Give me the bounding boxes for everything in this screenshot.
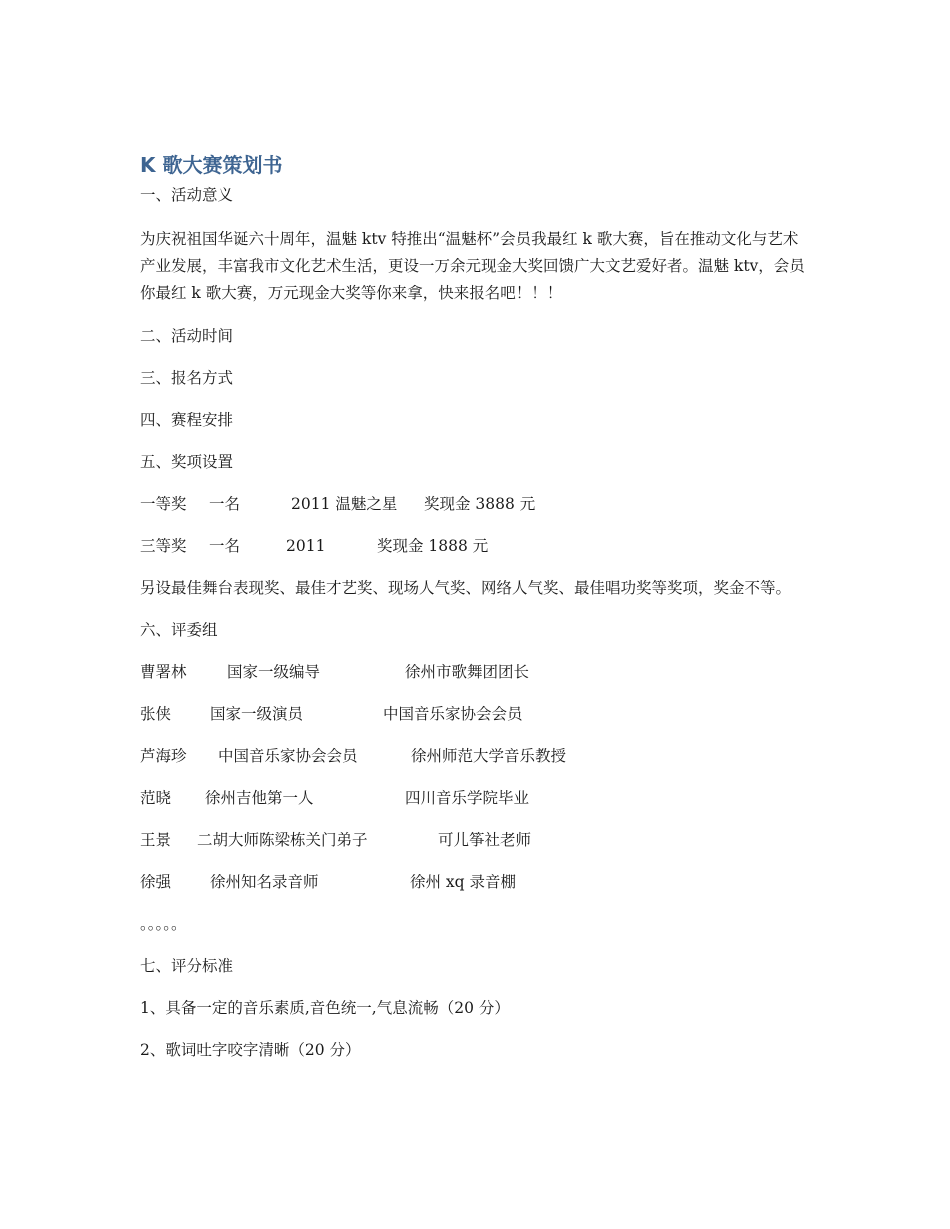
section-heading-4: 四、赛程安排: [140, 411, 234, 429]
judge-org: 四川音乐学院毕业: [405, 789, 530, 807]
judge-name: 徐强: [140, 873, 172, 891]
criteria-item: 2、歌词吐字咬字清晰（20 分）: [140, 1041, 361, 1059]
judge-row: [140, 701, 810, 728]
judge-row: [140, 659, 810, 686]
judge-org: 徐州市歌舞团团长: [405, 663, 530, 681]
judge-name: 芦海珍: [140, 747, 187, 765]
award-row: [140, 533, 810, 560]
award-title: 2011: [286, 537, 326, 555]
intro-paragraph: 为庆祝祖国华诞六十周年，温魅 ktv 特推出“温魅杯”会员我最红 k 歌大赛，旨在推动文化与艺术产业发展，丰富我市文化艺术生活，更设一万余元现金大奖回馈广大文艺爱好者。温魅 ktv，会员你最红 k 歌大赛，万元现金大奖等你来拿，快来报名吧！！！: [140, 230, 805, 302]
judge-role: 徐州吉他第一人: [205, 789, 314, 807]
extra-awards-paragraph: 另设最佳舞台表现奖、最佳才艺奖、现场人气奖、网络人气奖、最佳唱功奖等奖项，奖金不等。: [140, 579, 792, 597]
section-heading-7: 七、评分标准: [140, 957, 234, 975]
judge-role: 国家一级演员: [210, 705, 304, 723]
document-page: [140, 150, 810, 1064]
award-count: 一名: [209, 495, 241, 513]
award-prize: 奖现金 3888 元: [424, 495, 536, 513]
ellipsis-line: 。。。。。: [140, 915, 187, 933]
judge-org: 可儿筝社老师: [438, 831, 532, 849]
criteria-item: 1、具备一定的音乐素质,音色统一,气息流畅（20 分）: [140, 999, 510, 1017]
judge-row: [140, 743, 810, 770]
document-title: K 歌大赛策划书: [140, 153, 283, 177]
award-rank: 一等奖: [140, 495, 187, 513]
section-heading-3: 三、报名方式: [140, 369, 234, 387]
judge-org: 徐州师范大学音乐教授: [411, 747, 567, 765]
judge-row: [140, 869, 810, 896]
judge-name: 范晓: [140, 789, 172, 807]
judge-role: 徐州知名录音师: [210, 873, 319, 891]
section-heading-1: 一、活动意义: [140, 186, 234, 204]
award-prize: 奖现金 1888 元: [377, 537, 489, 555]
section-heading-5: 五、奖项设置: [140, 453, 234, 471]
judge-name: 王景: [140, 831, 172, 849]
award-rank: 三等奖: [140, 537, 187, 555]
award-count: 一名: [209, 537, 241, 555]
judge-name: 张侠: [140, 705, 172, 723]
judge-row: [140, 785, 810, 812]
judge-org: 中国音乐家协会会员: [383, 705, 523, 723]
section-heading-2: 二、活动时间: [140, 327, 234, 345]
section-heading-6: 六、评委组: [140, 621, 218, 639]
judge-name: 曹署林: [140, 663, 187, 681]
judge-role: 二胡大师陈梁栋关门弟子: [197, 831, 368, 849]
judge-role: 中国音乐家协会会员: [218, 747, 358, 765]
award-row: [140, 491, 810, 518]
award-title: 2011 温魅之星: [291, 495, 398, 513]
judge-row: [140, 827, 810, 854]
judge-org: 徐州 xq 录音棚: [410, 873, 517, 891]
judge-role: 国家一级编导: [227, 663, 321, 681]
